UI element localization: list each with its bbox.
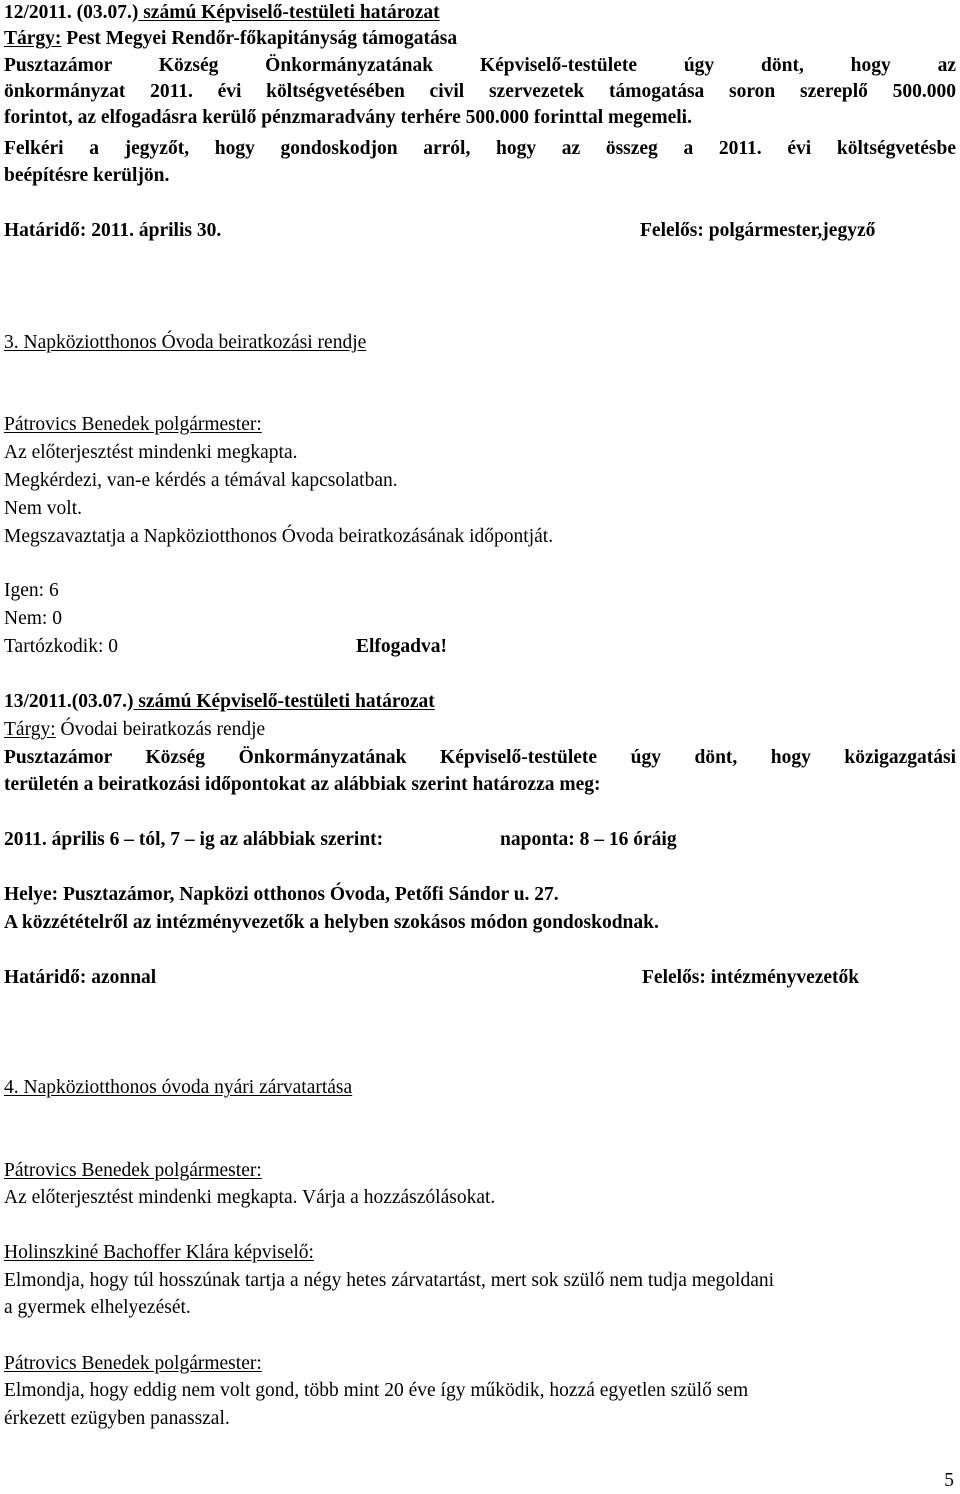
section-3-title: 3. Napköziotthonos Óvoda beiratkozási rendje <box>4 332 367 353</box>
resolution-12-deadline: Határidő: 2011. április 30. <box>4 220 222 241</box>
resolution-12-number: 12/2011. (03.07.) <box>4 2 139 23</box>
resolution-13-subject <box>4 717 265 743</box>
enrollment-place: Helye: Pusztazámor, Napközi otthonos Óvoda, Petőfi Sándor u. 27. <box>4 884 559 905</box>
speaker-statement: Elmondja, hogy túl hosszúnak tartja a négy hetes zárvatartást, mert sok szülő nem tudja megoldani <box>4 1270 775 1291</box>
resolution-13-title: számú Képviselő-testületi határozat <box>133 691 435 712</box>
resolution-13-responsible: Felelős: intézményvezetők <box>642 967 860 988</box>
subject-text: Óvodai beiratkozás rendje <box>55 719 266 740</box>
vote-no: Nem: 0 <box>4 608 62 629</box>
subject-label: Tárgy: <box>4 28 62 49</box>
resolution-12-responsible: Felelős: polgármester,jegyző <box>640 220 876 241</box>
minutes-line: Nem volt. <box>4 498 82 519</box>
subject-label: Tárgy: <box>4 719 56 740</box>
enrollment-notice: A közzétételről az intézményvezetők a helyben szokásos módon gondoskodnak. <box>4 912 659 933</box>
vote-result: Elfogadva! <box>356 636 448 657</box>
resolution-13-body-line: Pusztazámor Község Önkormányzatának Képviselő-testülete úgy dönt, hogy közigazgatási <box>4 747 956 768</box>
speaker-statement: Az előterjesztést mindenki megkapta. Várja a hozzászólásokat. <box>4 1187 496 1208</box>
page-number: 5 <box>944 1470 954 1491</box>
resolution-12-title: számú Képviselő-testületi határozat <box>138 2 440 23</box>
resolution-12-heading <box>4 0 440 26</box>
enrollment-dates: 2011. április 6 – tól, 7 – ig az alábbiak szerint: <box>4 829 384 850</box>
vote-abstain: Tartózkodik: 0 <box>4 636 118 657</box>
resolution-12-body-line: beépítésre kerüljön. <box>4 165 170 186</box>
speaker-statement: érkezett ezügyben panasszal. <box>4 1408 230 1429</box>
speaker-statement: a gyermek elhelyezését. <box>4 1297 191 1318</box>
resolution-13-deadline: Határidő: azonnal <box>4 967 157 988</box>
minutes-line: Az előterjesztést mindenki megkapta. <box>4 442 298 463</box>
resolution-13-number: 13/2011.(03.07.) <box>4 691 134 712</box>
subject-text: Pest Megyei Rendőr-főkapitányság támogatása <box>61 28 458 49</box>
resolution-13-body-line: területén a beiratkozási időpontokat az alábbiak szerint határozza meg: <box>4 774 601 795</box>
enrollment-hours: naponta: 8 – 16 óráig <box>500 829 677 850</box>
resolution-12-body-line: Pusztazámor Község Önkormányzatának Képviselő-testülete úgy dönt, hogy az <box>4 55 956 76</box>
resolution-12-subject <box>4 26 457 52</box>
speaker-name: Holinszkiné Bachoffer Klára képviselő: <box>4 1242 314 1263</box>
minutes-line: Megkérdezi, van-e kérdés a témával kapcsolatban. <box>4 470 398 491</box>
resolution-12-body-line: önkormányzat 2011. évi költségvetésében civil szervezetek támogatása soron szereplő 500.000 <box>4 81 956 102</box>
speaker-name: Pátrovics Benedek polgármester: <box>4 414 262 435</box>
speaker-name: Pátrovics Benedek polgármester: <box>4 1353 262 1374</box>
speaker-statement: Elmondja, hogy eddig nem volt gond, több mint 20 éve így működik, hozzá egyetlen szülő sem <box>4 1380 749 1401</box>
resolution-12-body-line: forintot, az elfogadásra kerülő pénzmaradvány terhére 500.000 forinttal megemeli. <box>4 107 692 128</box>
minutes-line: Megszavaztatja a Napköziotthonos Óvoda beiratkozásának időpontját. <box>4 526 554 547</box>
section-4-title: 4. Napköziotthonos óvoda nyári zárvatartása <box>4 1077 353 1098</box>
resolution-12-body-line: Felkéri a jegyzőt, hogy gondoskodjon arról, hogy az összeg a 2011. évi költségvetésbe <box>4 138 956 159</box>
resolution-13-heading <box>4 689 435 715</box>
vote-yes: Igen: 6 <box>4 580 59 601</box>
speaker-name: Pátrovics Benedek polgármester: <box>4 1160 262 1181</box>
